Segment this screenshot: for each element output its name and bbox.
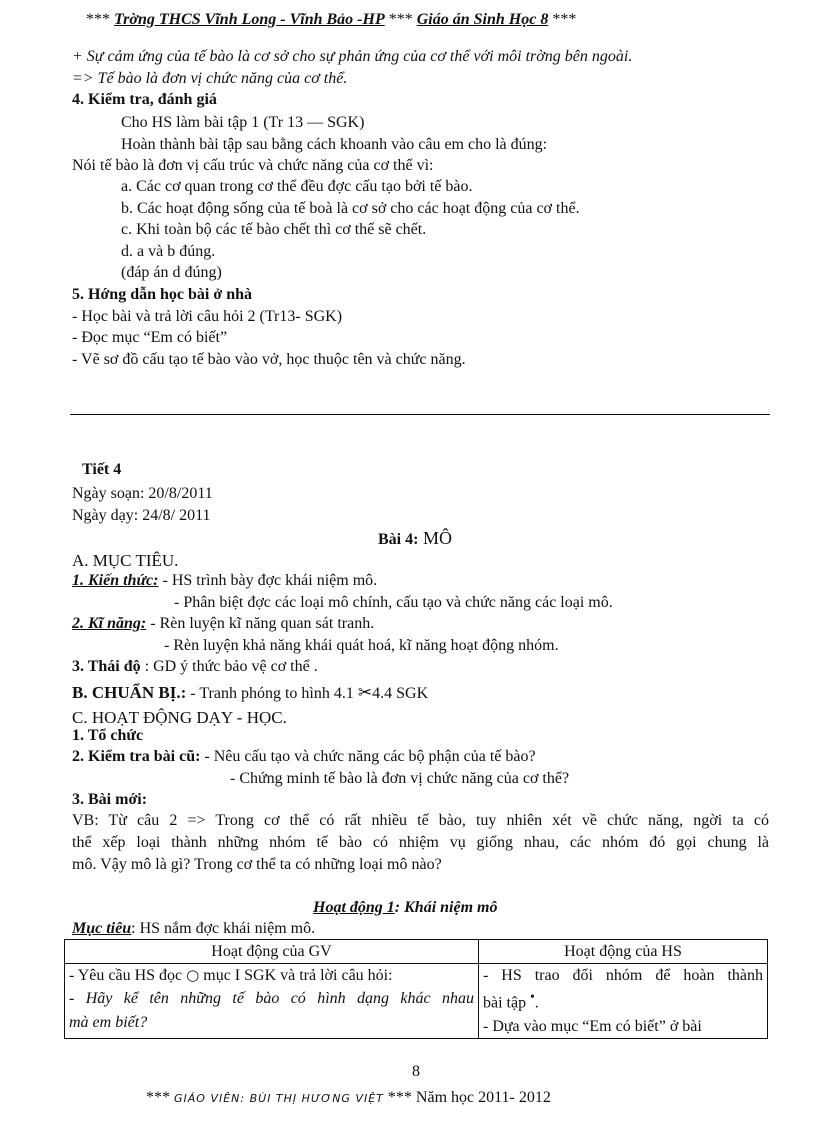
label: 3. Thái độ xyxy=(72,658,141,675)
text-line: - Học bài và trả lời câu hỏi 2 (Tr13- SGK) xyxy=(72,308,343,325)
circle-icon: ○ xyxy=(186,966,200,985)
cell-line: - Hãy kể tên những tế bào có hình dạng khác nhau xyxy=(69,990,474,1008)
text-line: - Đọc mục “Em có biết” xyxy=(72,329,228,346)
lesson-period: Tiết 4 xyxy=(82,461,122,478)
section-heading: 5. Hớng dẫn học bài ở nhà xyxy=(72,286,252,303)
answer-note: (đáp án d đúng) xyxy=(121,264,222,281)
section-heading: A. MỤC TIÊU. xyxy=(72,551,179,570)
text: - Rèn luyện kĩ năng quan sát tranh. xyxy=(146,615,375,632)
student-cell xyxy=(479,964,768,1039)
column-header-teacher: Hoạt động của GV xyxy=(65,940,479,964)
table-row xyxy=(65,964,768,1039)
header-stars: *** xyxy=(384,11,417,28)
header-school: Trờng THCS Vĩnh Long - Vĩnh Bảo -HP xyxy=(114,11,385,28)
text-line: Nói tế bào là đơn vị cấu trúc và chức năng của cơ thể vì: xyxy=(72,157,434,174)
label: B. CHUẨN BỊ.: xyxy=(72,683,187,702)
activity-title xyxy=(313,898,497,919)
text-line: - Chứng minh tế bào là đơn vị chức năng của cơ thể? xyxy=(230,770,570,787)
text: : GD ý thức bảo vệ cơ thể . xyxy=(140,658,318,675)
text-line: - Vẽ sơ đồ cấu tạo tế bào vào vở, học thuộc tên và chức năng. xyxy=(72,351,466,368)
footer-stars: *** xyxy=(146,1089,174,1106)
cell-line: - Dựa vào mục “Em có biết” ở bài xyxy=(483,1017,702,1035)
subsection-heading: 3. Bài mới: xyxy=(72,791,148,808)
header-stars: *** xyxy=(548,11,577,28)
objective-skills xyxy=(72,614,374,635)
text-line: thể xếp loại thành những nhóm tế bào có nhiệm vụ giống nhau, các nhóm đó gọi chung là xyxy=(72,834,769,851)
objective-attitude xyxy=(72,657,318,678)
page-divider xyxy=(70,414,770,415)
option-d: d. a và b đúng. xyxy=(121,243,216,260)
text-line: Cho HS làm bài tập 1 (Tr 13 — SGK) xyxy=(121,114,365,131)
text: - HS trình bày đợc khái niệm mô. xyxy=(158,572,378,589)
objective-knowledge xyxy=(72,571,377,592)
bullet-mark: • xyxy=(530,989,535,1005)
review-check xyxy=(72,747,536,768)
teacher-name: GIÁO VIÊN: BÙI THỊ HƯƠNG VIỆT xyxy=(174,1092,384,1105)
text-line: Hoàn thành bài tập sau bằng cách khoanh vào câu em cho là đúng: xyxy=(121,136,548,153)
page-header xyxy=(86,10,576,31)
table-header-row xyxy=(65,940,768,964)
header-subject: Giáo án Sinh Học 8 xyxy=(416,11,549,28)
activity-number: Hoạt động 1 xyxy=(313,899,395,916)
text: - Nêu cấu tạo và chức năng các bộ phận của tế bào? xyxy=(200,748,536,765)
lesson-number: Bài 4: xyxy=(378,531,419,548)
header-stars: *** xyxy=(86,11,114,28)
text-line: mô. Vậy mô là gì? Trong cơ thể ta có những loại mô nào? xyxy=(72,856,442,873)
label: Mục tiêu xyxy=(72,920,132,937)
cell-line: - HS trao đổi nhóm để hoàn thành xyxy=(483,967,763,985)
text: - Tranh phóng to hình 4.1 xyxy=(186,685,358,702)
teacher-cell xyxy=(65,964,479,1039)
text-line: - Phân biệt đợc các loại mô chính, cấu tạo và chức năng các loại mô. xyxy=(174,594,613,611)
text: : HS nắm đợc khái niệm mô. xyxy=(131,920,316,937)
activity-table xyxy=(64,939,768,1039)
text: . xyxy=(534,994,539,1012)
lesson-title xyxy=(378,527,452,551)
option-a: a. Các cơ quan trong cơ thể đều đợc cấu tạo bởi tế bào. xyxy=(121,178,473,195)
text: mục I SGK và trả lời câu hỏi: xyxy=(199,967,393,985)
prep-date: Ngày soạn: 20/8/2011 xyxy=(72,485,213,502)
text-line: - Rèn luyện khả năng khái quát hoá, kĩ năng hoạt động nhóm. xyxy=(164,637,559,654)
section-heading: C. HOẠT ĐỘNG DẠY - HỌC. xyxy=(72,708,287,727)
option-c: c. Khi toàn bộ các tế bào chết thì cơ thể sẽ chết. xyxy=(121,221,427,238)
section-heading: 4. Kiểm tra, đánh giá xyxy=(72,91,217,108)
label: 1. Kiến thức: xyxy=(72,572,159,589)
cell-line xyxy=(483,987,763,1015)
footer-stars: *** xyxy=(383,1089,416,1106)
column-header-student: Hoạt động của HS xyxy=(479,940,768,964)
cell-line xyxy=(69,964,474,987)
preparation xyxy=(72,682,428,705)
text: - Yêu cầu HS đọc xyxy=(69,967,187,985)
label: 2. Kiểm tra bài cũ: xyxy=(72,748,201,765)
cell-line: mà em biết? xyxy=(69,1013,148,1031)
option-b: b. Các hoạt động sống của tế boà là cơ sở cho các hoạt động của cơ thể. xyxy=(121,200,580,217)
activity-objective xyxy=(72,919,315,940)
page-footer xyxy=(146,1088,551,1109)
text: bài tập xyxy=(483,994,531,1012)
activity-name: : Khái niệm mô xyxy=(394,899,498,916)
text-line: + Sự cảm ứng của tế bào là cơ sở cho sự phản ứng của cơ thể với môi trờng bên ngoài. xyxy=(72,48,633,65)
label: 2. Kĩ năng: xyxy=(72,615,147,632)
subsection-heading: 1. Tổ chức xyxy=(72,727,144,744)
page-number: 8 xyxy=(412,1063,420,1080)
scissors-icon: ✂ xyxy=(357,683,373,703)
text: 4.4 SGK xyxy=(372,685,429,702)
lesson-name: MÔ xyxy=(418,528,452,548)
school-year: Năm học 2011- 2012 xyxy=(415,1089,551,1106)
teach-date: Ngày dạy: 24/8/ 2011 xyxy=(72,507,211,524)
text-line: VB: Từ câu 2 => Trong cơ thể có rất nhiều tế bào, tuy nhiên xét về chức năng, ngời ta có xyxy=(72,812,769,829)
text-line: => Tế bào là đơn vị chức năng của cơ thể. xyxy=(72,70,348,87)
